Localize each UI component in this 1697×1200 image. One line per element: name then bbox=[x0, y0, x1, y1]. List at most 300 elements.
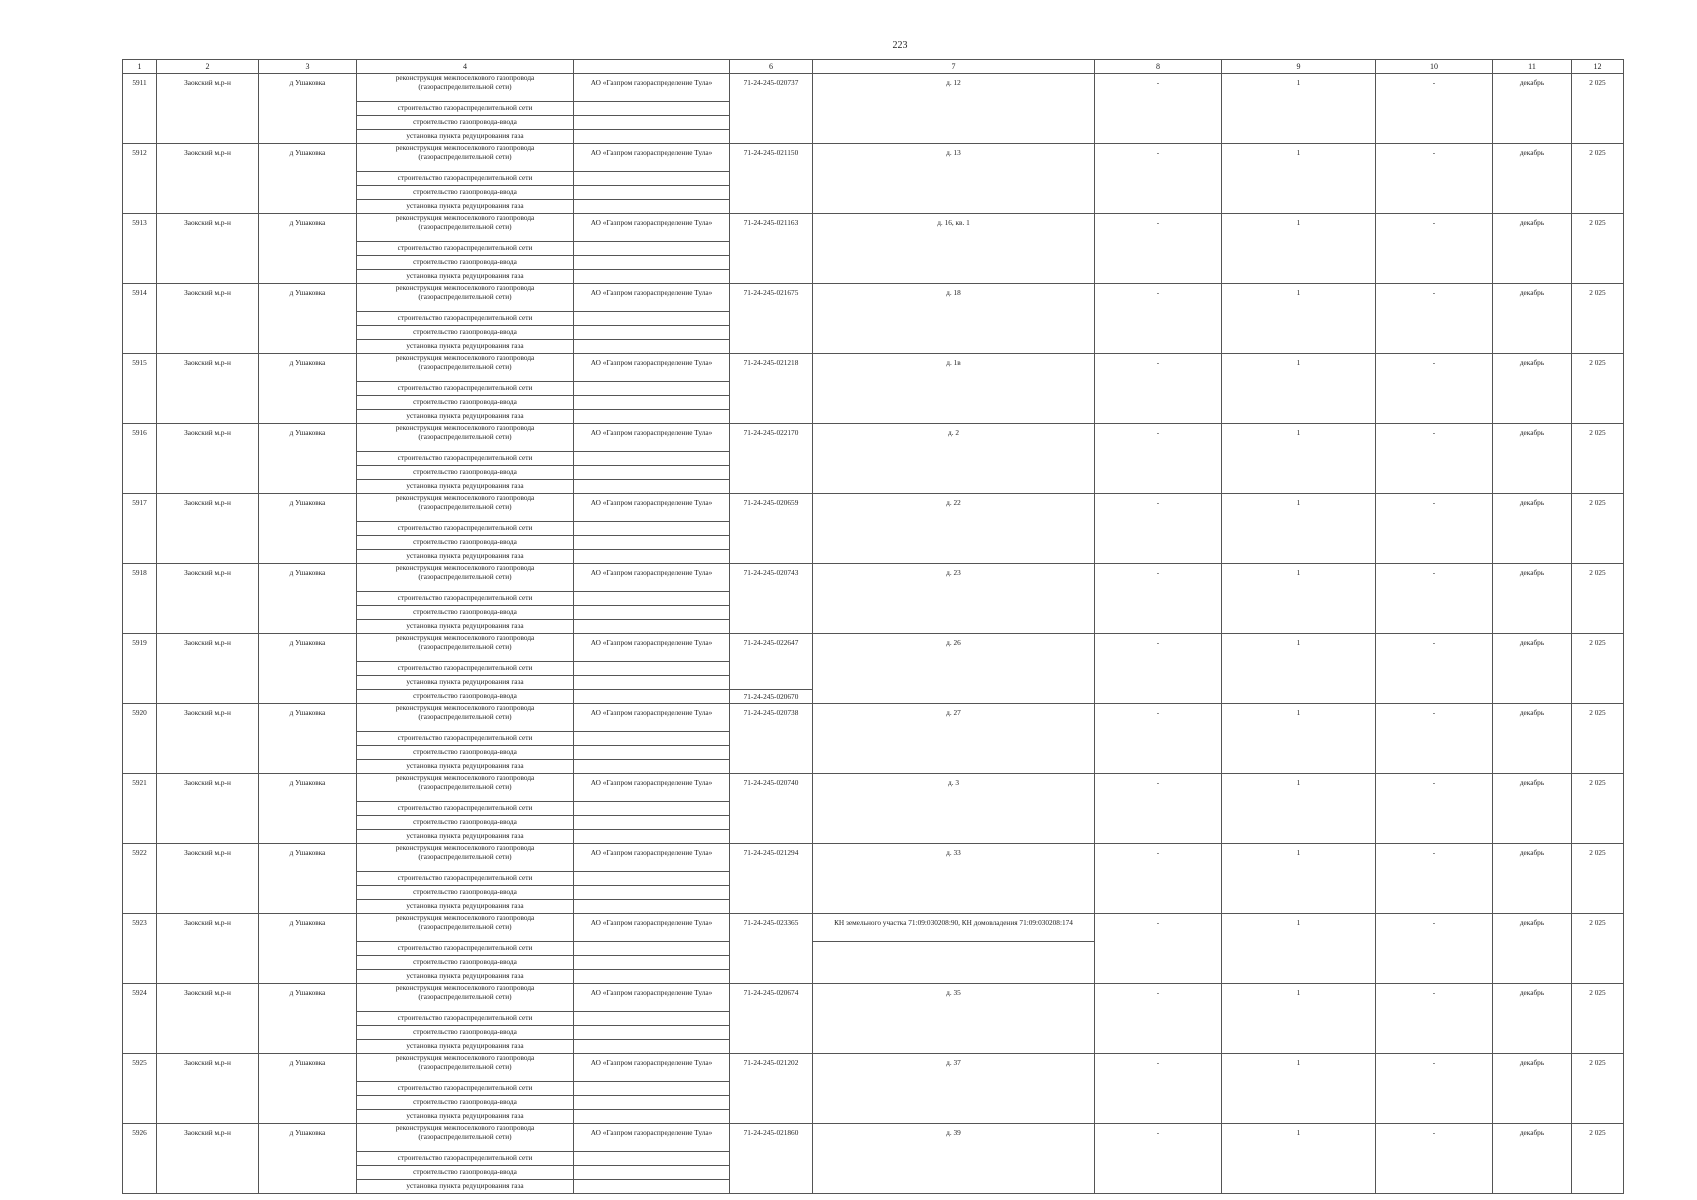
locality-cell: д Ушаковка bbox=[259, 1054, 357, 1124]
column-10-cell: - bbox=[1376, 494, 1493, 564]
header-cell: 11 bbox=[1493, 60, 1572, 74]
month-cell: декабрь bbox=[1493, 704, 1572, 774]
cadastral-number-cell: 71-24-245-020659 bbox=[730, 494, 813, 564]
organization-empty-cell bbox=[574, 760, 730, 774]
column-10-cell: - bbox=[1376, 774, 1493, 844]
activity-cell: строительство газораспределительной сети bbox=[357, 872, 574, 886]
activity-cell: реконструкция межпоселкового газопровода (газораспределительной сети) bbox=[357, 284, 574, 312]
address-cell: д. 22 bbox=[813, 494, 1095, 564]
activity-cell: установка пункта редуцирования газа bbox=[357, 340, 574, 354]
organization-cell: АО «Газпром газораспределение Тула» bbox=[574, 494, 730, 522]
column-8-cell: - bbox=[1095, 424, 1222, 494]
activity-cell: установка пункта редуцирования газа bbox=[357, 200, 574, 214]
locality-cell: д Ушаковка bbox=[259, 424, 357, 494]
cadastral-number-cell: 71-24-245-021202 bbox=[730, 1054, 813, 1124]
record-number-cell: 5922 bbox=[123, 844, 157, 914]
activity-cell: реконструкция межпоселкового газопровода (газораспределительной сети) bbox=[357, 354, 574, 382]
locality-cell: д Ушаковка bbox=[259, 914, 357, 984]
cadastral-number-cell: 71-24-245-020674 bbox=[730, 984, 813, 1054]
activity-cell: строительство газопровода-ввода bbox=[357, 816, 574, 830]
column-10-cell: - bbox=[1376, 144, 1493, 214]
column-9-cell: 1 bbox=[1222, 1124, 1376, 1194]
column-10-cell: - bbox=[1376, 1124, 1493, 1194]
cadastral-number-cell: 71-24-245-021218 bbox=[730, 354, 813, 424]
locality-cell: д Ушаковка bbox=[259, 144, 357, 214]
organization-cell: АО «Газпром газораспределение Тула» bbox=[574, 564, 730, 592]
year-cell: 2 025 bbox=[1572, 284, 1624, 354]
year-cell: 2 025 bbox=[1572, 214, 1624, 284]
address-cell: КН земельного участка 71:09:030208:90, КН домовладения 71:09:030208:174 bbox=[813, 914, 1095, 942]
organization-cell: АО «Газпром газораспределение Тула» bbox=[574, 1054, 730, 1082]
cadastral-number-cell: 71-24-245-020740 bbox=[730, 774, 813, 844]
district-cell: Заокский м.р-н bbox=[157, 984, 259, 1054]
organization-empty-cell bbox=[574, 662, 730, 676]
activity-cell: строительство газопровода-ввода bbox=[357, 536, 574, 550]
activity-cell: строительство газораспределительной сети bbox=[357, 802, 574, 816]
page-number: 223 bbox=[892, 40, 908, 51]
activity-cell: строительство газораспределительной сети bbox=[357, 102, 574, 116]
column-9-cell: 1 bbox=[1222, 774, 1376, 844]
organization-empty-cell bbox=[574, 130, 730, 144]
organization-empty-cell bbox=[574, 270, 730, 284]
locality-cell: д Ушаковка bbox=[259, 1124, 357, 1194]
cadastral-number-cell: 71-24-245-021675 bbox=[730, 284, 813, 354]
year-cell: 2 025 bbox=[1572, 704, 1624, 774]
column-9-cell: 1 bbox=[1222, 914, 1376, 984]
organization-empty-cell bbox=[574, 816, 730, 830]
record-row bbox=[123, 564, 1624, 592]
organization-cell: АО «Газпром газораспределение Тула» bbox=[574, 284, 730, 312]
header-cell: 8 bbox=[1095, 60, 1222, 74]
column-8-cell: - bbox=[1095, 914, 1222, 984]
record-number-cell: 5925 bbox=[123, 1054, 157, 1124]
record-row bbox=[123, 74, 1624, 102]
organization-empty-cell bbox=[574, 1040, 730, 1054]
district-cell: Заокский м.р-н bbox=[157, 564, 259, 634]
activity-cell: установка пункта редуцирования газа bbox=[357, 620, 574, 634]
record-number-cell: 5916 bbox=[123, 424, 157, 494]
organization-cell: АО «Газпром газораспределение Тула» bbox=[574, 704, 730, 732]
organization-empty-cell bbox=[574, 326, 730, 340]
activity-cell: строительство газопровода-ввода bbox=[357, 256, 574, 270]
month-cell: декабрь bbox=[1493, 1124, 1572, 1194]
organization-empty-cell bbox=[574, 116, 730, 130]
address-cell: д. 26 bbox=[813, 634, 1095, 704]
organization-cell: АО «Газпром газораспределение Тула» bbox=[574, 844, 730, 872]
header-cell: 3 bbox=[259, 60, 357, 74]
organization-cell: АО «Газпром газораспределение Тула» bbox=[574, 774, 730, 802]
record-number-cell: 5921 bbox=[123, 774, 157, 844]
record-row bbox=[123, 494, 1624, 522]
month-cell: декабрь bbox=[1493, 914, 1572, 984]
address-cell: д. 12 bbox=[813, 74, 1095, 144]
organization-empty-cell bbox=[574, 900, 730, 914]
activity-cell: реконструкция межпоселкового газопровода (газораспределительной сети) bbox=[357, 984, 574, 1012]
activity-cell: строительство газопровода-ввода bbox=[357, 1096, 574, 1110]
header-cell: 7 bbox=[813, 60, 1095, 74]
activity-cell: строительство газораспределительной сети bbox=[357, 1082, 574, 1096]
month-cell: декабрь bbox=[1493, 214, 1572, 284]
organization-empty-cell bbox=[574, 1166, 730, 1180]
locality-cell: д Ушаковка bbox=[259, 984, 357, 1054]
column-9-cell: 1 bbox=[1222, 564, 1376, 634]
locality-cell: д Ушаковка bbox=[259, 214, 357, 284]
column-8-cell: - bbox=[1095, 494, 1222, 564]
organization-empty-cell bbox=[574, 620, 730, 634]
organization-empty-cell bbox=[574, 242, 730, 256]
activity-cell: строительство газопровода-ввода bbox=[357, 396, 574, 410]
header-cell: 4 bbox=[357, 60, 574, 74]
month-cell: декабрь bbox=[1493, 424, 1572, 494]
activity-cell: установка пункта редуцирования газа bbox=[357, 676, 574, 690]
activity-cell: установка пункта редуцирования газа bbox=[357, 1180, 574, 1194]
record-row bbox=[123, 914, 1624, 942]
activity-cell: реконструкция межпоселкового газопровода (газораспределительной сети) bbox=[357, 704, 574, 732]
address-cell: д. 2 bbox=[813, 424, 1095, 494]
cadastral-number-cell: 71-24-245-022647 bbox=[730, 634, 813, 690]
column-10-cell: - bbox=[1376, 634, 1493, 704]
activity-cell: реконструкция межпоселкового газопровода (газораспределительной сети) bbox=[357, 1124, 574, 1152]
column-9-cell: 1 bbox=[1222, 704, 1376, 774]
activity-cell: строительство газопровода-ввода bbox=[357, 326, 574, 340]
district-cell: Заокский м.р-н bbox=[157, 1054, 259, 1124]
month-cell: декабрь bbox=[1493, 564, 1572, 634]
month-cell: декабрь bbox=[1493, 1054, 1572, 1124]
header-cell: 6 bbox=[730, 60, 813, 74]
column-8-cell: - bbox=[1095, 144, 1222, 214]
activity-cell: строительство газораспределительной сети bbox=[357, 312, 574, 326]
activity-cell: строительство газопровода-ввода bbox=[357, 886, 574, 900]
record-row bbox=[123, 634, 1624, 662]
record-row bbox=[123, 704, 1624, 732]
activity-cell: строительство газораспределительной сети bbox=[357, 242, 574, 256]
organization-empty-cell bbox=[574, 942, 730, 956]
record-row bbox=[123, 844, 1624, 872]
organization-empty-cell bbox=[574, 732, 730, 746]
locality-cell: д Ушаковка bbox=[259, 564, 357, 634]
column-9-cell: 1 bbox=[1222, 984, 1376, 1054]
organization-empty-cell bbox=[574, 1180, 730, 1194]
organization-empty-cell bbox=[574, 480, 730, 494]
cadastral-number-cell: 71-24-245-021294 bbox=[730, 844, 813, 914]
record-number-cell: 5926 bbox=[123, 1124, 157, 1194]
month-cell: декабрь bbox=[1493, 844, 1572, 914]
district-cell: Заокский м.р-н bbox=[157, 424, 259, 494]
year-cell: 2 025 bbox=[1572, 634, 1624, 704]
month-cell: декабрь bbox=[1493, 74, 1572, 144]
locality-cell: д Ушаковка bbox=[259, 704, 357, 774]
activity-cell: строительство газораспределительной сети bbox=[357, 942, 574, 956]
organization-empty-cell bbox=[574, 886, 730, 900]
address-cell: д. 37 bbox=[813, 1054, 1095, 1124]
organization-empty-cell bbox=[574, 872, 730, 886]
cadastral-number-cell: 71-24-245-020738 bbox=[730, 704, 813, 774]
record-row bbox=[123, 284, 1624, 312]
activity-cell: строительство газораспределительной сети bbox=[357, 382, 574, 396]
organization-cell: АО «Газпром газораспределение Тула» bbox=[574, 984, 730, 1012]
record-number-cell: 5912 bbox=[123, 144, 157, 214]
district-cell: Заокский м.р-н bbox=[157, 354, 259, 424]
year-cell: 2 025 bbox=[1572, 564, 1624, 634]
record-row bbox=[123, 214, 1624, 242]
locality-cell: д Ушаковка bbox=[259, 634, 357, 704]
header-cell: 10 bbox=[1376, 60, 1493, 74]
activity-cell: строительство газопровода-ввода bbox=[357, 956, 574, 970]
organization-empty-cell bbox=[574, 200, 730, 214]
organization-empty-cell bbox=[574, 410, 730, 424]
locality-cell: д Ушаковка bbox=[259, 284, 357, 354]
district-cell: Заокский м.р-н bbox=[157, 284, 259, 354]
activity-cell: реконструкция межпоселкового газопровода (газораспределительной сети) bbox=[357, 1054, 574, 1082]
address-empty-cell bbox=[813, 942, 1095, 984]
year-cell: 2 025 bbox=[1572, 844, 1624, 914]
organization-empty-cell bbox=[574, 1082, 730, 1096]
address-cell: д. 18 bbox=[813, 284, 1095, 354]
record-number-cell: 5919 bbox=[123, 634, 157, 704]
organization-empty-cell bbox=[574, 802, 730, 816]
record-number-cell: 5911 bbox=[123, 74, 157, 144]
organization-cell: АО «Газпром газораспределение Тула» bbox=[574, 914, 730, 942]
district-cell: Заокский м.р-н bbox=[157, 494, 259, 564]
locality-cell: д Ушаковка bbox=[259, 494, 357, 564]
organization-empty-cell bbox=[574, 606, 730, 620]
header-cell: 9 bbox=[1222, 60, 1376, 74]
activity-cell: установка пункта редуцирования газа bbox=[357, 270, 574, 284]
organization-empty-cell bbox=[574, 452, 730, 466]
activity-cell: строительство газораспределительной сети bbox=[357, 662, 574, 676]
locality-cell: д Ушаковка bbox=[259, 774, 357, 844]
column-10-cell: - bbox=[1376, 284, 1493, 354]
column-8-cell: - bbox=[1095, 984, 1222, 1054]
column-10-cell: - bbox=[1376, 214, 1493, 284]
activity-cell: установка пункта редуцирования газа bbox=[357, 1110, 574, 1124]
district-cell: Заокский м.р-н bbox=[157, 634, 259, 704]
organization-empty-cell bbox=[574, 340, 730, 354]
organization-empty-cell bbox=[574, 102, 730, 116]
month-cell: декабрь bbox=[1493, 494, 1572, 564]
activity-cell: реконструкция межпоселкового газопровода (газораспределительной сети) bbox=[357, 144, 574, 172]
address-cell: д. 3 bbox=[813, 774, 1095, 844]
cadastral-number-cell: 71-24-245-022170 bbox=[730, 424, 813, 494]
year-cell: 2 025 bbox=[1572, 494, 1624, 564]
year-cell: 2 025 bbox=[1572, 774, 1624, 844]
record-row bbox=[123, 424, 1624, 452]
district-cell: Заокский м.р-н bbox=[157, 704, 259, 774]
column-9-cell: 1 bbox=[1222, 634, 1376, 704]
activity-cell: строительство газопровода-ввода bbox=[357, 186, 574, 200]
gasification-register-table bbox=[122, 59, 1624, 1194]
activity-cell: реконструкция межпоселкового газопровода (газораспределительной сети) bbox=[357, 494, 574, 522]
record-row bbox=[123, 354, 1624, 382]
month-cell: декабрь bbox=[1493, 144, 1572, 214]
record-number-cell: 5914 bbox=[123, 284, 157, 354]
activity-cell: установка пункта редуцирования газа bbox=[357, 900, 574, 914]
column-8-cell: - bbox=[1095, 844, 1222, 914]
organization-empty-cell bbox=[574, 466, 730, 480]
organization-empty-cell bbox=[574, 1026, 730, 1040]
activity-cell: строительство газораспределительной сети bbox=[357, 172, 574, 186]
district-cell: Заокский м.р-н bbox=[157, 914, 259, 984]
address-cell: д. 23 bbox=[813, 564, 1095, 634]
year-cell: 2 025 bbox=[1572, 984, 1624, 1054]
column-10-cell: - bbox=[1376, 984, 1493, 1054]
year-cell: 2 025 bbox=[1572, 74, 1624, 144]
organization-empty-cell bbox=[574, 186, 730, 200]
organization-empty-cell bbox=[574, 1152, 730, 1166]
column-9-cell: 1 bbox=[1222, 144, 1376, 214]
column-10-cell: - bbox=[1376, 564, 1493, 634]
column-8-cell: - bbox=[1095, 74, 1222, 144]
column-8-cell: - bbox=[1095, 214, 1222, 284]
organization-empty-cell bbox=[574, 676, 730, 690]
column-10-cell: - bbox=[1376, 424, 1493, 494]
organization-empty-cell bbox=[574, 956, 730, 970]
column-8-cell: - bbox=[1095, 354, 1222, 424]
activity-cell: реконструкция межпоселкового газопровода (газораспределительной сети) bbox=[357, 214, 574, 242]
organization-empty-cell bbox=[574, 382, 730, 396]
address-cell: д. 13 bbox=[813, 144, 1095, 214]
column-9-cell: 1 bbox=[1222, 424, 1376, 494]
month-cell: декабрь bbox=[1493, 284, 1572, 354]
activity-cell: реконструкция межпоселкового газопровода (газораспределительной сети) bbox=[357, 74, 574, 102]
cadastral-number-cell: 71-24-245-021150 bbox=[730, 144, 813, 214]
address-cell: д. 1в bbox=[813, 354, 1095, 424]
address-cell: д. 16, кв. 1 bbox=[813, 214, 1095, 284]
organization-empty-cell bbox=[574, 1110, 730, 1124]
month-cell: декабрь bbox=[1493, 354, 1572, 424]
record-number-cell: 5917 bbox=[123, 494, 157, 564]
cadastral-number-cell: 71-24-245-020737 bbox=[730, 74, 813, 144]
district-cell: Заокский м.р-н bbox=[157, 214, 259, 284]
column-9-cell: 1 bbox=[1222, 74, 1376, 144]
column-9-cell: 1 bbox=[1222, 214, 1376, 284]
cadastral-number-extra-cell: 71-24-245-020670 bbox=[730, 690, 813, 704]
activity-cell: установка пункта редуцирования газа bbox=[357, 970, 574, 984]
locality-cell: д Ушаковка bbox=[259, 354, 357, 424]
cadastral-number-cell: 71-24-245-023365 bbox=[730, 914, 813, 984]
organization-empty-cell bbox=[574, 522, 730, 536]
record-row bbox=[123, 774, 1624, 802]
record-row bbox=[123, 1124, 1624, 1152]
district-cell: Заокский м.р-н bbox=[157, 844, 259, 914]
month-cell: декабрь bbox=[1493, 634, 1572, 704]
activity-cell: строительство газораспределительной сети bbox=[357, 452, 574, 466]
activity-cell: строительство газораспределительной сети bbox=[357, 1152, 574, 1166]
activity-cell: строительство газораспределительной сети bbox=[357, 1012, 574, 1026]
activity-cell: установка пункта редуцирования газа bbox=[357, 130, 574, 144]
activity-cell: строительство газопровода-ввода bbox=[357, 1026, 574, 1040]
locality-cell: д Ушаковка bbox=[259, 844, 357, 914]
activity-cell: установка пункта редуцирования газа bbox=[357, 1040, 574, 1054]
cadastral-number-cell: 71-24-245-021860 bbox=[730, 1124, 813, 1194]
organization-cell: АО «Газпром газораспределение Тула» bbox=[574, 354, 730, 382]
activity-cell: установка пункта редуцирования газа bbox=[357, 830, 574, 844]
column-10-cell: - bbox=[1376, 354, 1493, 424]
activity-cell: установка пункта редуцирования газа bbox=[357, 760, 574, 774]
organization-empty-cell bbox=[574, 690, 730, 704]
organization-empty-cell bbox=[574, 830, 730, 844]
organization-empty-cell bbox=[574, 1012, 730, 1026]
activity-cell: строительство газораспределительной сети bbox=[357, 732, 574, 746]
year-cell: 2 025 bbox=[1572, 144, 1624, 214]
activity-cell: строительство газопровода-ввода bbox=[357, 1166, 574, 1180]
column-9-cell: 1 bbox=[1222, 354, 1376, 424]
organization-cell: АО «Газпром газораспределение Тула» bbox=[574, 74, 730, 102]
record-number-cell: 5913 bbox=[123, 214, 157, 284]
activity-cell: реконструкция межпоселкового газопровода (газораспределительной сети) bbox=[357, 914, 574, 942]
column-9-cell: 1 bbox=[1222, 284, 1376, 354]
column-9-cell: 1 bbox=[1222, 494, 1376, 564]
record-number-cell: 5920 bbox=[123, 704, 157, 774]
record-number-cell: 5924 bbox=[123, 984, 157, 1054]
organization-cell: АО «Газпром газораспределение Тула» bbox=[574, 424, 730, 452]
column-10-cell: - bbox=[1376, 74, 1493, 144]
organization-empty-cell bbox=[574, 312, 730, 326]
activity-cell: строительство газопровода-ввода bbox=[357, 116, 574, 130]
activity-cell: реконструкция межпоселкового газопровода (газораспределительной сети) bbox=[357, 634, 574, 662]
month-cell: декабрь bbox=[1493, 774, 1572, 844]
year-cell: 2 025 bbox=[1572, 914, 1624, 984]
column-8-cell: - bbox=[1095, 634, 1222, 704]
column-8-cell: - bbox=[1095, 284, 1222, 354]
activity-cell: реконструкция межпоселкового газопровода (газораспределительной сети) bbox=[357, 564, 574, 592]
year-cell: 2 025 bbox=[1572, 1124, 1624, 1194]
activity-cell: установка пункта редуцирования газа bbox=[357, 550, 574, 564]
activity-cell: строительство газопровода-ввода bbox=[357, 746, 574, 760]
activity-cell: строительство газораспределительной сети bbox=[357, 522, 574, 536]
header-cell: 1 bbox=[123, 60, 157, 74]
organization-empty-cell bbox=[574, 970, 730, 984]
activity-cell: реконструкция межпоселкового газопровода (газораспределительной сети) bbox=[357, 844, 574, 872]
activity-cell: установка пункта редуцирования газа bbox=[357, 480, 574, 494]
year-cell: 2 025 bbox=[1572, 424, 1624, 494]
header-cell bbox=[574, 60, 730, 74]
organization-empty-cell bbox=[574, 1096, 730, 1110]
locality-cell: д Ушаковка bbox=[259, 74, 357, 144]
district-cell: Заокский м.р-н bbox=[157, 774, 259, 844]
column-8-cell: - bbox=[1095, 1054, 1222, 1124]
organization-empty-cell bbox=[574, 396, 730, 410]
organization-cell: АО «Газпром газораспределение Тула» bbox=[574, 1124, 730, 1152]
header-cell: 12 bbox=[1572, 60, 1624, 74]
column-10-cell: - bbox=[1376, 914, 1493, 984]
record-number-cell: 5923 bbox=[123, 914, 157, 984]
activity-cell: строительство газопровода-ввода bbox=[357, 690, 574, 704]
year-cell: 2 025 bbox=[1572, 1054, 1624, 1124]
column-10-cell: - bbox=[1376, 844, 1493, 914]
cadastral-number-cell: 71-24-245-020743 bbox=[730, 564, 813, 634]
organization-empty-cell bbox=[574, 592, 730, 606]
year-cell: 2 025 bbox=[1572, 354, 1624, 424]
cadastral-number-cell: 71-24-245-021163 bbox=[730, 214, 813, 284]
month-cell: декабрь bbox=[1493, 984, 1572, 1054]
record-row bbox=[123, 1054, 1624, 1082]
address-cell: д. 39 bbox=[813, 1124, 1095, 1194]
organization-cell: АО «Газпром газораспределение Тула» bbox=[574, 634, 730, 662]
activity-cell: строительство газопровода-ввода bbox=[357, 466, 574, 480]
organization-empty-cell bbox=[574, 746, 730, 760]
record-number-cell: 5915 bbox=[123, 354, 157, 424]
column-9-cell: 1 bbox=[1222, 844, 1376, 914]
column-8-cell: - bbox=[1095, 774, 1222, 844]
organization-empty-cell bbox=[574, 536, 730, 550]
address-cell: д. 27 bbox=[813, 704, 1095, 774]
district-cell: Заокский м.р-н bbox=[157, 144, 259, 214]
address-cell: д. 35 bbox=[813, 984, 1095, 1054]
activity-cell: строительство газопровода-ввода bbox=[357, 606, 574, 620]
column-8-cell: - bbox=[1095, 704, 1222, 774]
activity-cell: установка пункта редуцирования газа bbox=[357, 410, 574, 424]
